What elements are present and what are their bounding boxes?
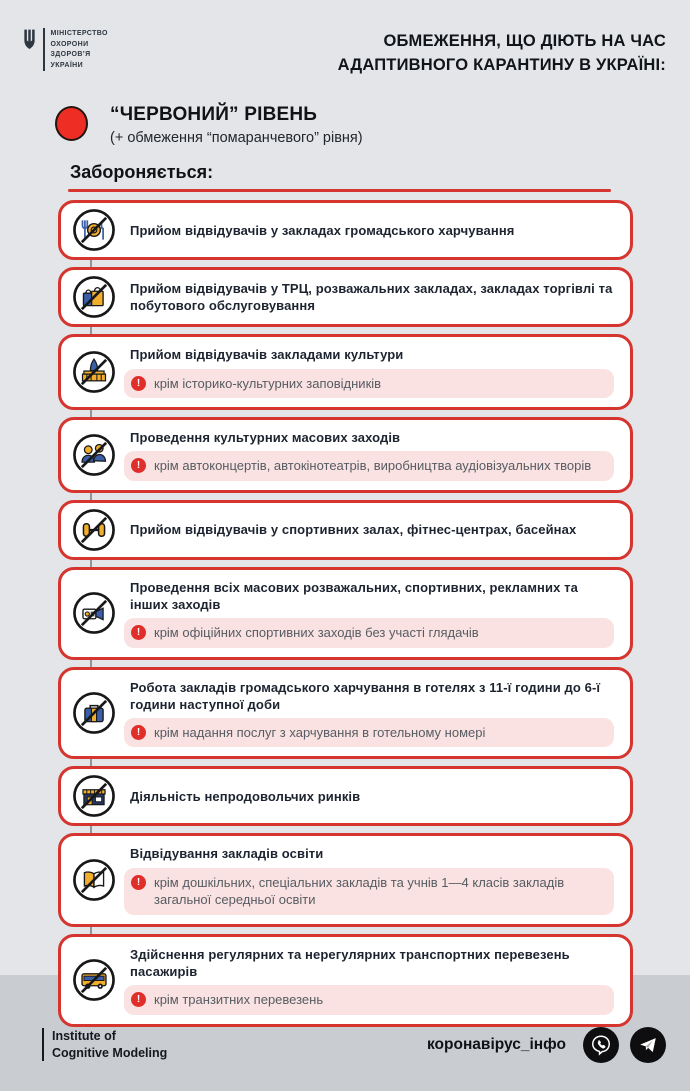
restriction-title: Діяльність непродовольчих ринків xyxy=(130,788,361,804)
page-title xyxy=(338,22,666,78)
restriction-exception xyxy=(124,985,614,1015)
ministry-name xyxy=(51,28,108,71)
restriction-exception xyxy=(124,718,614,748)
restriction-card-shopping xyxy=(58,267,633,327)
page-title-line-2: АДАПТИВНОГО КАРАНТИНУ В УКРАЇНІ: xyxy=(337,55,666,74)
restriction-title: Здійснення регулярних та нерегулярних транспортних перевезень пасажирів xyxy=(130,946,570,979)
level-section xyxy=(0,78,690,146)
no-gym-icon xyxy=(71,507,117,553)
no-market-icon xyxy=(71,773,117,819)
social-links xyxy=(427,1027,666,1063)
restriction-card-hotel-dining xyxy=(58,667,633,760)
restriction-exception-text: крім офіційних спортивних заходів без участі глядачів xyxy=(154,625,479,641)
restriction-card-education xyxy=(58,833,633,926)
restriction-exception xyxy=(124,618,614,648)
icm-line-2: Cognitive Modeling xyxy=(52,1045,168,1060)
restriction-exception-text: крім дошкільних, спеціальних закладів та учнів 1—4 класів закладів загальної середньої освіти xyxy=(154,874,565,908)
restriction-card-market xyxy=(58,766,633,826)
no-culture-icon xyxy=(71,349,117,395)
restriction-card-entertainment xyxy=(58,567,633,660)
restriction-title: Прийом відвідувачів закладами культури xyxy=(130,347,404,363)
no-mass-events-icon xyxy=(71,432,117,478)
telegram-icon[interactable] xyxy=(630,1027,666,1063)
restriction-card-culture xyxy=(58,334,633,410)
forbidden-section-heading xyxy=(0,146,690,193)
no-entertainment-icon xyxy=(71,590,117,636)
header xyxy=(0,0,690,78)
restriction-exception xyxy=(124,451,614,481)
ministry-line: УКРАЇНИ xyxy=(50,61,84,69)
no-dining-icon xyxy=(71,207,117,253)
restriction-card-transport xyxy=(58,934,633,1027)
restrictions-list xyxy=(58,200,633,1026)
channel-name: коронавірус_інфо xyxy=(426,1035,566,1053)
restriction-title: Робота закладів громадського харчування в готелях з 11-ї години до 6-ї години наступної доби xyxy=(130,679,601,712)
no-shopping-icon xyxy=(71,274,117,320)
exclamation-icon: ! xyxy=(131,458,146,473)
restriction-title: Проведення культурних масових заходів xyxy=(130,430,401,446)
no-hotel-dining-icon xyxy=(71,690,117,736)
exclamation-icon: ! xyxy=(131,725,146,740)
restriction-title: Прийом відвідувачів у спортивних залах, фітнес-центрах, басейнах xyxy=(130,522,577,538)
restriction-title: Прийом відвідувачів у ТРЦ, розважальних закладах, закладах торгівлі та побутового обслуговування xyxy=(130,281,613,314)
restriction-card-dining xyxy=(58,200,633,260)
restriction-card-gym xyxy=(58,500,633,560)
exclamation-icon: ! xyxy=(131,625,146,640)
exclamation-icon: ! xyxy=(131,875,146,890)
restriction-exception xyxy=(124,868,614,915)
level-name: “ЧЕРВОНИЙ” РІВЕНЬ xyxy=(110,103,318,125)
red-level-dot xyxy=(55,106,88,141)
red-underline xyxy=(68,189,611,193)
restriction-exception-text: крім надання послуг з харчування в готельному номері xyxy=(154,724,486,740)
icm-logo xyxy=(42,1028,167,1061)
logo-divider xyxy=(43,28,45,71)
page-title-line-1: ОБМЕЖЕННЯ, ЩО ДІЮТЬ НА ЧАС xyxy=(383,32,666,50)
restriction-exception-text: крім автоконцертів, автокінотеатрів, виробництва аудіовізуальних творів xyxy=(154,458,592,474)
ministry-line: ЗДОРОВ’Я xyxy=(50,51,91,58)
no-transport-icon xyxy=(71,957,117,1003)
footer xyxy=(0,1027,690,1091)
restriction-title: Проведення всіх масових розважальних, спортивних, рекламних та інших заходів xyxy=(130,579,578,612)
exclamation-icon: ! xyxy=(131,376,146,391)
restriction-exception xyxy=(124,369,614,399)
tryzub-icon xyxy=(22,28,37,71)
ministry-line: ОХОРОНИ xyxy=(50,40,89,48)
icm-line-1: Institute of xyxy=(52,1029,116,1044)
viber-icon[interactable] xyxy=(583,1027,619,1063)
restriction-title: Прийом відвідувачів у закладах громадського харчування xyxy=(130,222,515,238)
exclamation-icon: ! xyxy=(131,992,146,1007)
ministry-line: МІНІСТЕРСТВО xyxy=(50,30,108,37)
icm-divider xyxy=(42,1028,44,1061)
restriction-title: Відвідування закладів освіти xyxy=(130,846,324,862)
no-education-icon xyxy=(71,857,117,903)
icm-name xyxy=(52,1028,167,1061)
restriction-exception-text: крім історико-культурних заповідників xyxy=(154,375,382,391)
restriction-card-mass-events xyxy=(58,417,633,493)
ministry-logo xyxy=(22,22,108,71)
level-subtitle: (+ обмеження “помаранчевого” рівня) xyxy=(110,129,363,146)
restriction-exception-text: крім транзитних перевезень xyxy=(154,992,324,1008)
forbidden-label: Забороняється: xyxy=(70,161,214,182)
